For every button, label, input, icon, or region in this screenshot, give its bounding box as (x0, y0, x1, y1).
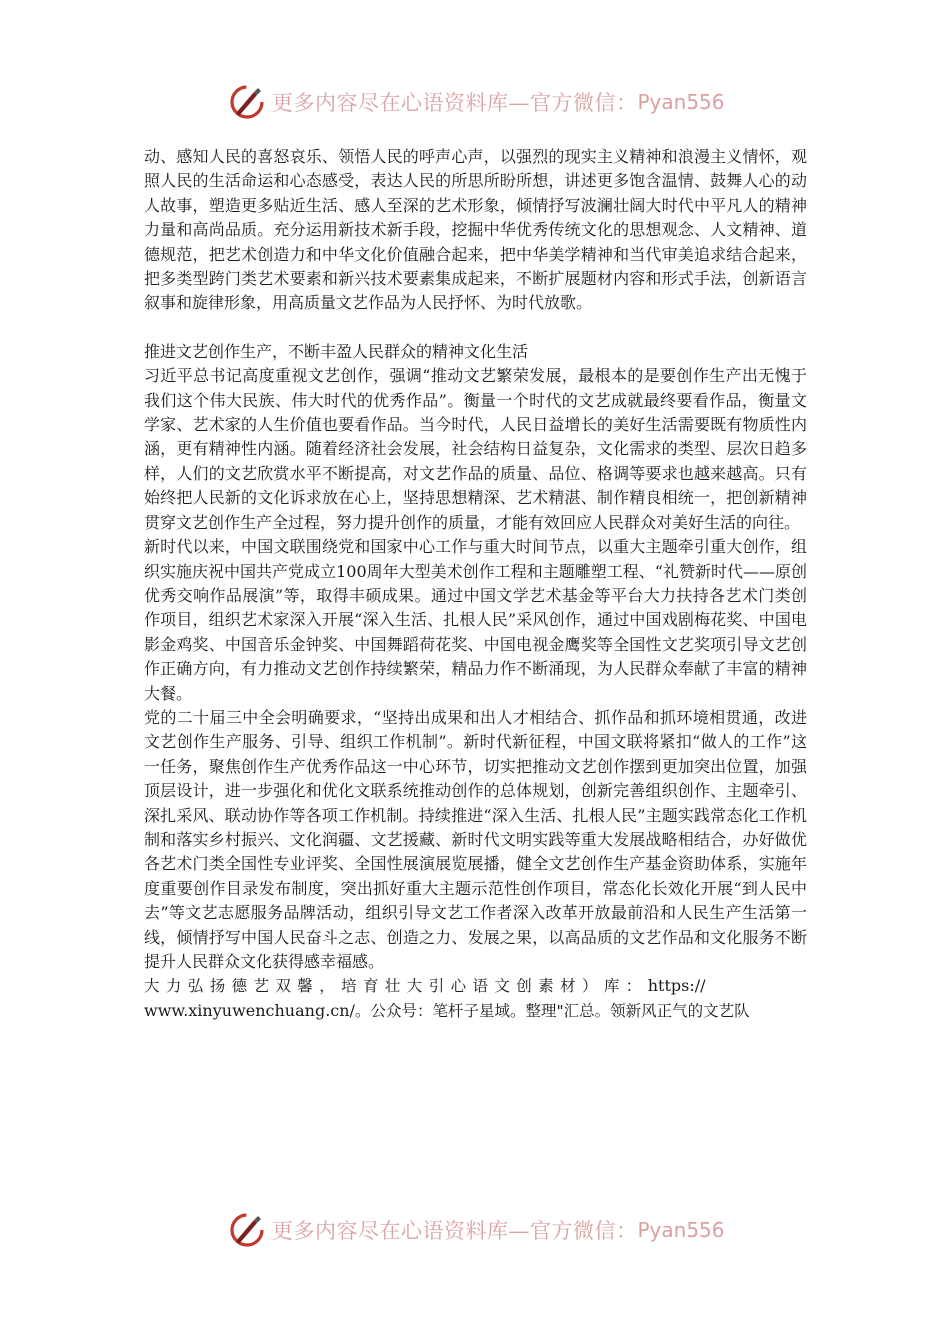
banner-wechat-id: Pyan556 (637, 90, 725, 114)
section-heading: 推进文艺创作生产，不断丰盈人民群众的精神文化生活 (144, 341, 529, 361)
paragraph-3: 党的二十届三中全会明确要求，“坚持出成果和出人才相结合、抓作品和抓环境相贯通，改进文艺创作生产服务、引导、组织工作机制”。新时代新征程，中国文联将紧扣“做人的工作”这一任务，聚焦创作生产优秀作品这一中心环节，切实把推动文艺创作摆到更加突出位置，加强顶层设计，进一步强化和优化文联系统推动创作的总体规划，创新完善组织创作、主题牵引、深扎采风、联动协作等各项工作机制。持续推进“深入生活、扎根人民”主题实践常态化工作机制和落实乡村振兴、文化润疆、文艺援藏、新时代文明实践等重大发展战略相结合，办好做优各艺术门类全国性专业评奖、全国性展演展览展播，健全文艺创作生产基金资助体系，实施年度重要创作目录发布制度，突出抓好重大主题示范性创作项目，常态化长效化开展“到人民中去”等文艺志愿服务品牌活动，组织引导文艺工作者深入改革开放最前沿和人民生产生活第一线，倾情抒写中国人民奋斗之志、创造之力、发展之果，以高品质的文艺作品和文化服务不断提升人民群众文化获得感幸福感。 (144, 707, 807, 971)
footnote-url-head[interactable]: https:// (647, 976, 706, 996)
paragraph-intro: 动、感知人民的喜怒哀乐、领悟人民的呼声心声，以强烈的现实主义精神和浪漫主义情怀，观照人民的生活命运和心态感受，表达人民的所思所盼所想，讲述更多饱含温情、鼓舞人心的动人故事，塑造更多贴近生活、感人至深的艺术形象，倾情抒写波澜壮阔大时代中平凡人的精神力量和高尚品质。充分运用新技术新手段，挖掘中华优秀传统文化的思想观念、人文精神、道德规范，把艺术创造力和中华文化价值融合起来，把中华美学精神和当代审美追求结合起来，把多类型跨门类艺术要素和新兴技术要素集成起来，不断扩展题材内容和形式手法，创新语言叙事和旋律形象，用高质量文艺作品为人民抒怀、为时代放歌。 (144, 147, 807, 313)
banner-title: 更多内容尽在心语资料库—官方微信： (272, 91, 638, 115)
paragraph-2: 新时代以来，中国文联围绕党和国家中心工作与重大时间节点，以重大主题牵引重大创作，组织实施庆祝中国共产党成立100周年大型美术创作工程和主题雕塑工程、“礼赞新时代——原创优秀交响作品展演”等，取得丰硕成果。通过中国文学艺术基金等平台大力扶持各艺术门类创作项目，组织艺术家深入开展“深入生活、扎根人民”采风创作，通过中国戏剧梅花奖、中国电影金鸡奖、中国音乐金钟奖、中国舞蹈荷花奖、中国电视金鹰奖等全国性文艺奖项引导文艺创作正确方向，有力推动文艺创作持续繁荣，精品力作不断涌现，为人民群众奉献了丰富的精神大餐。 (144, 537, 807, 703)
footnote-lead: 大力弘扬德艺双馨，培育壮大引心语文创素材）库： (144, 977, 648, 996)
footer-watermark-banner (228, 1210, 728, 1250)
article-body (144, 145, 807, 1023)
banner-wechat-id: Pyan556 (637, 1218, 725, 1242)
header-watermark-banner (228, 82, 728, 122)
footnote-url[interactable]: www.xinyuwenchuang.cn/ (144, 1000, 355, 1020)
brand-logo-icon (228, 1211, 266, 1249)
source-footnote (144, 974, 807, 1023)
footnote-tail: 。公众号：笔杆子星域。整理"汇总。领新风正气的文艺队 (354, 1001, 750, 1020)
brand-logo-icon (228, 83, 266, 121)
paragraph-spacer (144, 316, 807, 340)
paragraph-1: 习近平总书记高度重视文艺创作，强调“推动文艺繁荣发展，最根本的是要创作生产出无愧于我们这个伟大民族、伟大时代的优秀作品”。衡量一个时代的文艺成就最终要看作品，衡量文学家、艺术家的人生价值也要看作品。当今时代，人民日益增长的美好生活需要既有物质性内涵，更有精神性内涵。随着经济社会发展，社会结构日益复杂，文化需求的类型、层次日趋多样，人们的文艺欣赏水平不断提高，对文艺作品的质量、品位、格调等要求也越来越高。只有始终把人民新的文化诉求放在心上，坚持思想精深、艺术精湛、制作精良相统一，把创新精神贯穿文艺创作生产全过程，努力提升创作的质量，才能有效回应人民群众对美好生活的向往。 (144, 366, 807, 532)
banner-title: 更多内容尽在心语资料库—官方微信： (272, 1219, 638, 1243)
